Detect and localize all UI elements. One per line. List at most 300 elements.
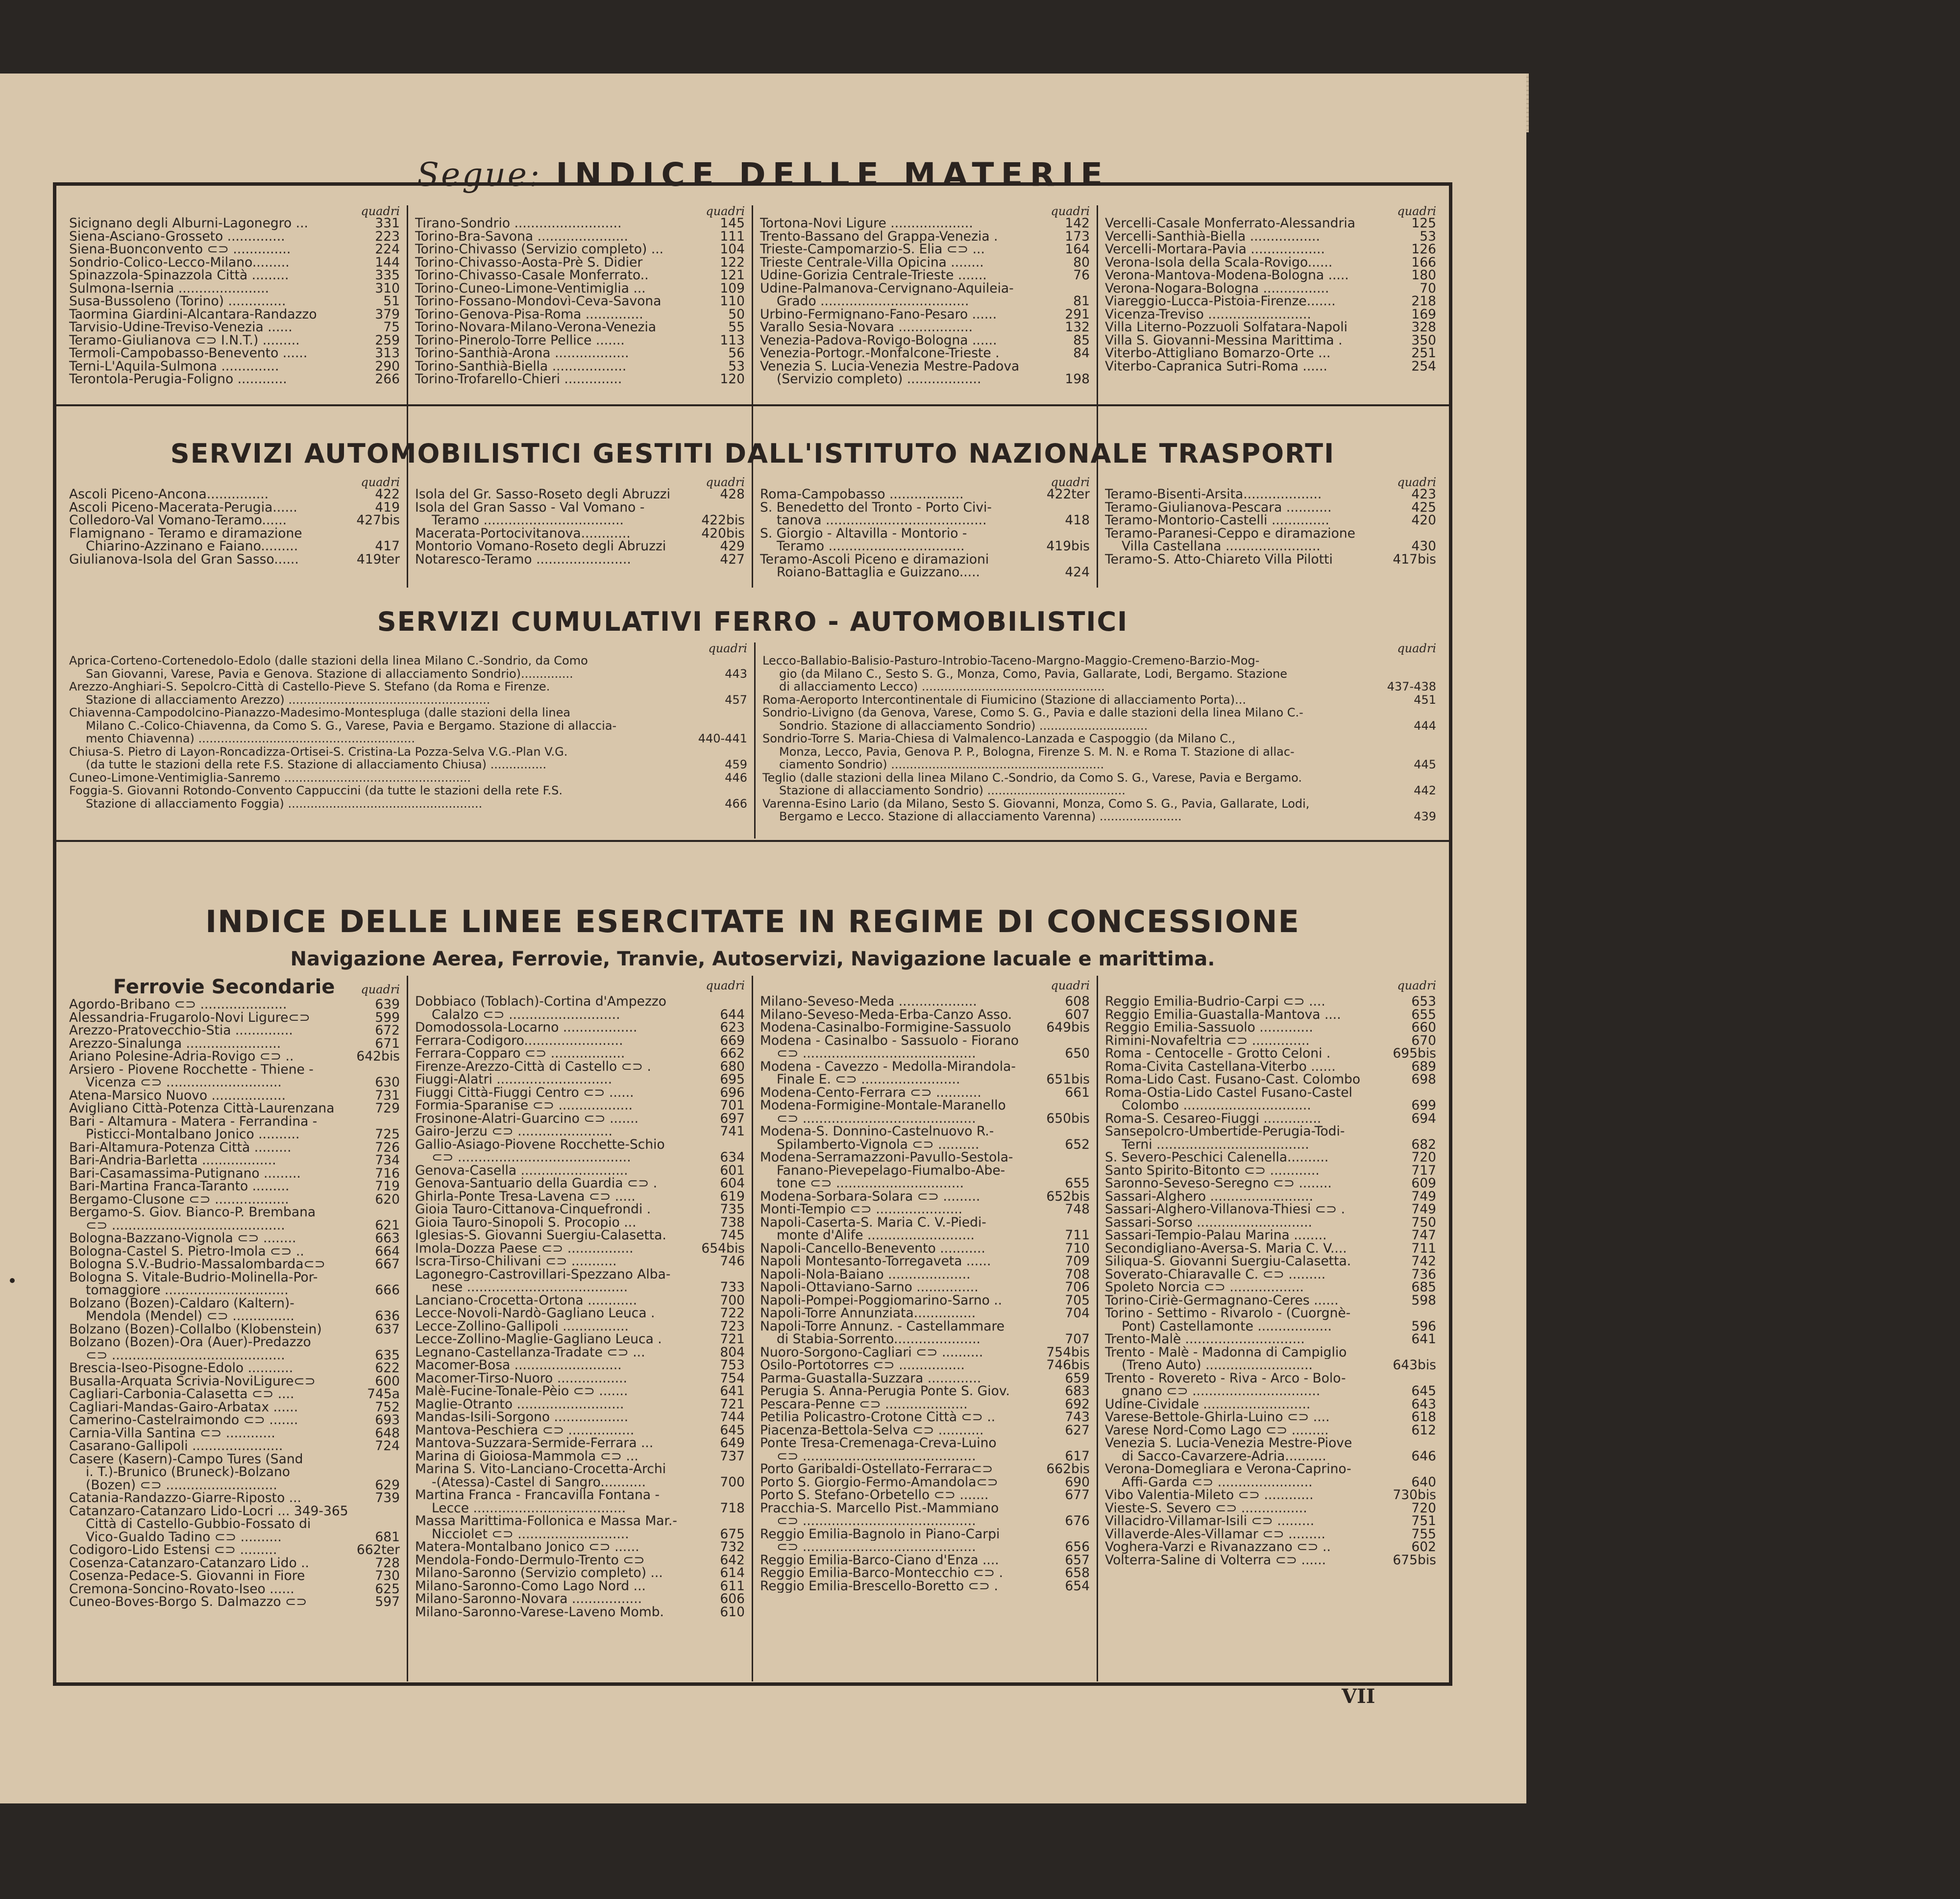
entry-table-number: 644 [720, 1007, 745, 1022]
entry-name: Bari-Altamura-Potenza Città ......... [69, 1141, 292, 1154]
entry-name: Frosinone-Alatri-Guarcino ⊂⊃ ....... [415, 1112, 639, 1125]
entry-table-number: 652bis [1046, 1188, 1090, 1204]
entry-table-number: 223 [375, 228, 400, 244]
entry-name: Genova-Santuario della Guardia ⊂⊃ . [415, 1177, 658, 1190]
entry-name: Verona-Mantova-Modena-Bologna ..... [1105, 269, 1349, 282]
entry-name: (da tutte le stazioni della rete F.S. Stazione di allacciamento Chiusa) ............... [86, 758, 547, 771]
entry-name: Trento-Malè ............................. [1105, 1333, 1305, 1346]
index-entry [69, 1271, 400, 1284]
entry-name: Teramo-Giulianova-Pescara ........... [1105, 501, 1332, 514]
entry-list [762, 654, 1436, 823]
entry-name: Teramo ................................. [777, 540, 965, 553]
index-entry [1105, 527, 1436, 541]
entry-table-number: 651bis [1046, 1072, 1090, 1087]
index-entry [762, 667, 1436, 681]
entry-table-number: 660 [1411, 1020, 1436, 1035]
entry-name: Roma-Civita Castellana-Viterbo ...... [1105, 1060, 1336, 1073]
entry-name: Udine-Palmanova-Cervignano-Aquileia- [760, 282, 1014, 295]
group-heading: Ferrovie Secondarie [113, 976, 335, 998]
cumulativi-columns [62, 642, 1443, 839]
entry-table-number: 649bis [1046, 1020, 1090, 1035]
entry-table-number: 738 [720, 1214, 745, 1230]
index-entry [415, 1567, 745, 1580]
entry-list [1105, 217, 1436, 373]
entry-name: Bolzano (Bozen)-Caldaro (Kaltern)- [69, 1297, 294, 1310]
index-entry [415, 1346, 745, 1359]
entry-table-number: 743 [1065, 1409, 1090, 1425]
index-entry [760, 1073, 1090, 1086]
entry-table-number: 654 [1065, 1578, 1090, 1594]
entry-name: Verona-Domegliara e Verona-Caprino- [1105, 1463, 1351, 1476]
entry-table-number: 695bis [1393, 1046, 1436, 1061]
entry-name: Malè-Fucine-Tonale-Pèio ⊂⊃ ....... [415, 1385, 628, 1398]
index-entry [69, 1440, 400, 1453]
entry-table-number: 746bis [1046, 1357, 1090, 1373]
index-entry [1105, 1372, 1436, 1385]
index-entry [1105, 295, 1436, 308]
entry-name: Torino-Chivasso-Aosta-Prè S. Didier [415, 256, 643, 269]
index-entry [415, 1489, 745, 1502]
entry-name: Sondrio. Stazione di allacciamento Sondrio) ............................. [779, 719, 1148, 732]
entry-name: Vercelli-Santhià-Biella ................. [1105, 230, 1320, 243]
entry-name: ⊂⊃ .......................................... [86, 1219, 285, 1232]
index-entry [69, 654, 747, 667]
entry-table-number: 331 [375, 216, 400, 231]
index-entry [415, 230, 745, 244]
entry-name: Sassari-Alghero ......................... [1105, 1190, 1314, 1203]
index-entry [415, 1463, 745, 1476]
entry-list [760, 217, 1090, 386]
index-entry [69, 1232, 400, 1245]
quadri-label: quadri [361, 983, 400, 996]
index-entry [415, 1320, 745, 1333]
index-entry [69, 269, 400, 282]
index-entry [69, 680, 747, 693]
entry-name: Marina S. Vito-Lanciano-Crocetta-Archi [415, 1463, 666, 1476]
index-entry [1105, 1255, 1436, 1268]
index-entry [415, 334, 745, 347]
entry-name: Codigoro-Lido Estensi ⊂⊃ ......... [69, 1544, 277, 1557]
entry-name: Roma-Campobasso .................. [760, 488, 964, 501]
index-entry [1105, 1281, 1436, 1294]
index-entry [69, 1167, 400, 1181]
entry-table-number: 459 [725, 758, 747, 771]
entry-name: Saronno-Seveso-Seregno ⊂⊃ ........ [1105, 1177, 1332, 1190]
entry-table-number: 640 [1411, 1474, 1436, 1490]
index-entry [760, 1372, 1090, 1385]
index-entry [760, 1489, 1090, 1502]
index-entry [415, 321, 745, 334]
entry-name: Aprica-Corteno-Cortenedolo-Edolo (dalle stazioni della linea Milano C.-Sondrio, da Como [69, 654, 588, 667]
entry-name: Colledoro-Val Vomano-Teramo...... [69, 514, 287, 527]
entry-name: Martina Franca - Francavilla Fontana - [415, 1489, 660, 1502]
index-entry [69, 667, 747, 681]
index-entry [760, 334, 1090, 347]
entry-table-number: 619 [720, 1188, 745, 1204]
entry-table-number: 610 [720, 1604, 745, 1620]
index-entry [1105, 1190, 1436, 1204]
entry-table-number: 111 [720, 228, 745, 244]
index-entry [1105, 308, 1436, 321]
index-entry [415, 256, 745, 270]
entry-name: Lanciano-Crocetta-Ortona ............ [415, 1294, 637, 1307]
index-entry [69, 347, 400, 360]
entry-table-number: 754bis [1046, 1344, 1090, 1360]
entry-table-number: 745 [720, 1228, 745, 1243]
index-entry [69, 1219, 400, 1233]
entry-name: Bolzano (Bozen)-Collalbo (Klobenstein) [69, 1323, 322, 1336]
index-entry [69, 1076, 400, 1089]
entry-name: Cuneo-Limone-Ventimiglia-Sanremo .................................................. [69, 771, 471, 784]
entry-table-number: 701 [720, 1098, 745, 1113]
index-entry [760, 1125, 1090, 1138]
index-entry [1105, 1476, 1436, 1489]
entry-table-number: 752 [375, 1399, 400, 1415]
entry-table-number: 652 [1065, 1136, 1090, 1152]
entry-table-number: 804 [720, 1344, 745, 1360]
entry-table-number: 707 [1065, 1332, 1090, 1347]
entry-name: Bari-Andria-Barletta .................. [69, 1154, 276, 1167]
index-entry [69, 553, 400, 567]
index-entry [760, 501, 1090, 515]
index-entry [760, 321, 1090, 334]
entry-name: Trento - Malè - Madonna di Campiglio [1105, 1346, 1347, 1359]
entry-name: Cosenza-Pedace-S. Giovanni in Fiore [69, 1570, 305, 1583]
entry-name: Roiano-Battaglia e Guizzano..... [777, 566, 980, 579]
entry-table-number: 666 [375, 1282, 400, 1298]
entry-name: Arezzo-Sinalunga ....................... [69, 1037, 281, 1050]
index-entry [760, 1476, 1090, 1489]
entry-name: Stazione di allacciamento Arezzo) ...................................................... [86, 693, 490, 706]
entry-table-number: 622 [375, 1360, 400, 1376]
entry-table-number: 437-438 [1387, 680, 1436, 693]
index-entry [415, 282, 745, 296]
entry-table-number: 602 [1411, 1539, 1436, 1554]
index-entry [69, 771, 747, 785]
entry-table-number: 224 [375, 242, 400, 257]
entry-name: Taormina Giardini-Alcantara-Randazzo [69, 308, 317, 321]
entry-name: i. T.)-Brunico (Bruneck)-Bolzano [86, 1466, 290, 1479]
index-entry [415, 295, 745, 308]
entry-table-number: 379 [375, 306, 400, 322]
entry-name: Finale E. ⊂⊃ ........................ [777, 1073, 960, 1086]
index-entry [1105, 553, 1436, 567]
section-title-concessione: INDICE DELLE LINEE ESERCITATE IN REGIME DI CONCESSIONE [205, 904, 1300, 939]
quadri-label: quadri [1051, 205, 1090, 218]
entry-table-number: 423 [1411, 487, 1436, 502]
int-col-3 [753, 476, 1098, 584]
entry-name: Urbino-Fermignano-Fano-Pesaro ...... [760, 308, 997, 321]
entry-table-number: 695 [720, 1072, 745, 1087]
index-entry [760, 360, 1090, 373]
entry-name: Sassari-Tempio-Palau Marina ........ [1105, 1229, 1327, 1242]
entry-table-number: 730 [375, 1568, 400, 1583]
entry-table-number: 662bis [1046, 1461, 1090, 1477]
index-entry [69, 1362, 400, 1375]
index-entry [69, 1011, 400, 1025]
entry-name: Pescara-Penne ⊂⊃ .................... [760, 1398, 968, 1411]
entry-name: Ferrara-Codigoro........................ [415, 1034, 623, 1047]
entry-table-number: 254 [1411, 358, 1436, 374]
entry-name: Mendola (Mendel) ⊂⊃ ............... [86, 1310, 294, 1323]
quadri-label: quadri [361, 476, 400, 489]
entry-table-number: 50 [728, 306, 745, 322]
index-entry [415, 1255, 745, 1268]
index-entry [1105, 1151, 1436, 1164]
entry-table-number: 85 [1073, 332, 1090, 348]
index-entry [69, 295, 400, 308]
entry-table-number: 310 [375, 280, 400, 296]
entry-table-number: 645 [720, 1422, 745, 1438]
entry-name: Roma-Lido Cast. Fusano-Cast. Colombo [1105, 1073, 1361, 1086]
entry-name: Avigliano Città-Potenza Città-Laurenzana [69, 1102, 335, 1115]
entry-name: Pisticci-Montalbano Jonico .......... [86, 1128, 300, 1141]
entry-table-number: 629 [375, 1477, 400, 1493]
entry-table-number: 718 [720, 1500, 745, 1516]
entry-name: Pracchia-S. Marcello Pist.-Mammiano [760, 1502, 999, 1515]
index-entry [69, 1349, 400, 1362]
entry-table-number: 677 [1065, 1487, 1090, 1503]
index-entry [1105, 1528, 1436, 1541]
entry-table-number: 643 [1411, 1396, 1436, 1412]
entry-list [415, 488, 745, 566]
index-entry [1105, 1073, 1436, 1086]
index-entry [415, 269, 745, 282]
entry-name: Agordo-Bribano ⊂⊃ ..................... [69, 998, 287, 1011]
entry-name: Teramo-Montorio-Castelli .............. [1105, 514, 1329, 527]
entry-table-number: 733 [720, 1280, 745, 1295]
index-entry [1105, 1021, 1436, 1035]
entry-table-number: 667 [375, 1257, 400, 1272]
index-entry [69, 1024, 400, 1037]
index-entry [762, 719, 1436, 733]
index-entry [762, 797, 1436, 811]
entry-name: Porto S. Giorgio-Fermo-Amandola⊂⊃ [760, 1476, 998, 1489]
entry-name: Ponte Tresa-Cremenaga-Creva-Luino [760, 1437, 997, 1450]
entry-table-number: 419bis [1046, 539, 1090, 554]
index-entry [760, 256, 1090, 270]
index-entry [415, 1073, 745, 1086]
entry-name: Cagliari-Mandas-Gairo-Arbatax ...... [69, 1401, 298, 1414]
index-entry [69, 373, 400, 386]
entry-table-number: 708 [1065, 1266, 1090, 1282]
entry-name: Terni ..................................... [1122, 1138, 1309, 1151]
entry-name: Cuneo-Boves-Borgo S. Dalmazzo ⊂⊃ [69, 1596, 307, 1609]
entry-name: Arezzo-Pratovecchio-Stia .............. [69, 1024, 293, 1037]
index-entry [760, 1437, 1090, 1450]
entry-table-number: 754 [720, 1370, 745, 1386]
entry-name: tomaggiore .............................. [86, 1284, 289, 1297]
entry-table-number: 266 [375, 371, 400, 387]
entry-table-number: 81 [1073, 294, 1090, 309]
index-entry [760, 1151, 1090, 1164]
index-entry [762, 680, 1436, 693]
entry-table-number: 56 [728, 345, 745, 361]
index-entry [760, 1385, 1090, 1398]
index-entry [69, 360, 400, 373]
entry-name: Isola del Gran Sasso - Val Vomano - [415, 501, 645, 514]
entry-name: S. Benedetto del Tronto - Porto Civi- [760, 501, 992, 514]
index-entry [415, 1333, 745, 1346]
entry-name: Reggio Emilia-Sassuolo ............. [1105, 1021, 1313, 1035]
index-entry [69, 998, 400, 1011]
entry-table-number: 180 [1411, 268, 1436, 283]
index-entry [415, 1593, 745, 1606]
index-entry [1105, 1398, 1436, 1411]
quadri-label: quadri [1397, 476, 1436, 489]
entry-name: Notaresco-Teramo ....................... [415, 553, 631, 566]
entry-name: Parma-Guastalla-Suzzara ............. [760, 1372, 981, 1385]
index-entry [760, 566, 1090, 579]
entry-name: Viterbo-Capranica Sutri-Roma ...... [1105, 360, 1327, 373]
entry-name: Varese Nord-Como Lago ⊂⊃ ......... [1105, 1424, 1329, 1437]
entry-name: Vercelli-Mortara-Pavia .................. [1105, 243, 1325, 256]
index-entry [415, 1009, 745, 1022]
entry-name: (Treno Auto) .......................... [1122, 1359, 1313, 1372]
entry-table-number: 422bis [701, 513, 745, 528]
entry-table-number: 642bis [356, 1049, 400, 1064]
index-entry [415, 360, 745, 373]
entry-name: Venezia-Padova-Rovigo-Bologna ...... [760, 334, 997, 347]
index-entry [69, 1531, 400, 1544]
entry-name: Trento - Rovereto - Riva - Arco - Bolo- [1105, 1372, 1346, 1385]
entry-name: Sassari-Alghero-Villanova-Thiesi ⊂⊃ . [1105, 1203, 1346, 1216]
index-entry [762, 810, 1436, 823]
entry-name: Mantova-Peschiera ⊂⊃ ................ [415, 1424, 635, 1437]
entry-table-number: 697 [720, 1110, 745, 1126]
index-entry [69, 1427, 400, 1440]
entry-name: Tarvisio-Udine-Treviso-Venezia ...... [69, 321, 293, 334]
entry-table-number: 53 [1420, 228, 1436, 244]
entry-table-number: 614 [720, 1565, 745, 1580]
entry-table-number: 736 [1411, 1266, 1436, 1282]
index-entry [1105, 230, 1436, 244]
entry-name: Teramo-S. Atto-Chiareto Villa Pilotti [1105, 553, 1333, 566]
entry-name: Torino-Trofarello-Chieri .............. [415, 373, 622, 386]
entry-name: Busalla-Arquata Scrivia-NoviLigure⊂⊃ [69, 1375, 316, 1388]
index-entry [760, 1398, 1090, 1411]
entry-name: Bergamo e Lecco. Stazione di allacciamento Varenna) ...................... [779, 810, 1182, 823]
index-entry [415, 514, 745, 527]
entry-name: Villaverde-Ales-Villamar ⊂⊃ ......... [1105, 1528, 1325, 1541]
index-entry [760, 1528, 1090, 1541]
entry-name: (Bozen) ⊂⊃ ........................... [86, 1479, 277, 1492]
index-entry [69, 308, 400, 321]
index-entry [760, 995, 1090, 1009]
entry-table-number: 70 [1420, 280, 1436, 296]
index-entry [760, 1203, 1090, 1216]
entry-name: Terontola-Perugia-Foligno ............ [69, 373, 287, 386]
entry-name: Bari-Martina Franca-Taranto ......... [69, 1180, 290, 1193]
entry-table-number: 430 [1411, 539, 1436, 554]
entry-name: Marina di Gioiosa-Mammola ⊂⊃ ... [415, 1450, 638, 1463]
index-entry [1105, 1320, 1436, 1333]
entry-name: Teglio (dalle stazioni della linea Milano C.-Sondrio, da Como S. G., Varese, Pavia e Bergamo. [762, 771, 1302, 784]
entry-table-number: 335 [375, 268, 400, 283]
entry-table-number: 290 [375, 358, 400, 374]
index-entry [69, 1180, 400, 1193]
index-entry [760, 1359, 1090, 1372]
index-entry [415, 1502, 745, 1515]
index-entry [69, 1115, 400, 1129]
entry-name: Foggia-S. Giovanni Rotondo-Convento Cappuccini (da tutte le stazioni della rete F.S. [69, 784, 563, 797]
entry-table-number: 705 [1065, 1292, 1090, 1308]
entry-table-number: 637 [375, 1321, 400, 1337]
index-entry [760, 1567, 1090, 1580]
entry-table-number: 446 [725, 770, 747, 785]
entry-name: Bari - Altamura - Matera - Ferrandina - [69, 1115, 318, 1128]
index-entry [415, 1112, 745, 1126]
entry-table-number: 663 [375, 1231, 400, 1246]
entry-table-number: 694 [1411, 1110, 1436, 1126]
entry-table-number: 109 [720, 280, 745, 296]
section-subtitle-concessione: Navigazione Aerea, Ferrovie, Tranvie, Autoservizi, Navigazione lacuale e marittima. [290, 948, 1215, 970]
index-entry [1105, 347, 1436, 360]
entry-name: Soverato-Chiaravalle C. ⊂⊃ ......... [1105, 1268, 1326, 1281]
index-entry [415, 1398, 745, 1411]
entry-list [1105, 995, 1436, 1567]
entry-name: Imola-Dozza Paese ⊂⊃ ................ [415, 1242, 634, 1255]
entry-table-number: 730bis [1393, 1487, 1436, 1503]
entry-table-number: 419ter [356, 551, 400, 567]
entry-name: Roma - Centocelle - Grotto Celoni . [1105, 1047, 1331, 1060]
entry-table-number: 735 [720, 1202, 745, 1217]
entry-table-number: 680 [720, 1059, 745, 1074]
entry-table-number: 55 [728, 320, 745, 335]
index-entry [1105, 1164, 1436, 1178]
entry-name: Reggio Emilia-Budrio-Carpi ⊂⊃ .... [1105, 995, 1325, 1009]
entry-name: Torino-Santhià-Arona .................. [415, 347, 629, 360]
entry-table-number: 76 [1073, 268, 1090, 283]
entry-table-number: 198 [1065, 371, 1090, 387]
con-col-2 [408, 976, 753, 1681]
entry-name: Bergamo-Clusone ⊂⊃ .................. [69, 1193, 289, 1206]
entry-name: Catania-Randazzo-Giarre-Riposto ... [69, 1492, 301, 1505]
entry-table-number: 420bis [701, 525, 745, 541]
index-entry [69, 1245, 400, 1258]
index-entry [69, 1297, 400, 1310]
index-entry [760, 1060, 1090, 1074]
index-entry [415, 1294, 745, 1307]
index-entry [1105, 1216, 1436, 1230]
entry-name: Varenna-Esino Lario (da Milano, Sesto S. Giovanni, Monza, Como S. G., Pavia, Gallarate, Lodi, [762, 797, 1310, 810]
index-entry [1105, 1177, 1436, 1190]
entry-name: Varallo Sesia-Novara .................. [760, 321, 973, 334]
entry-name: Lecco-Ballabio-Balisio-Pasturo-Introbio-Taceno-Margno-Maggio-Cremeno-Barzio-Mog- [762, 654, 1260, 667]
entry-name: Tirano-Sondrio .......................... [415, 217, 622, 230]
entry-name: Nicciolet ⊂⊃ ........................... [432, 1528, 629, 1541]
entry-table-number: 443 [725, 666, 747, 681]
entry-name: Udine-Gorizia Centrale-Trieste ....... [760, 269, 987, 282]
entry-name: Nuoro-Sorgono-Cagliari ⊂⊃ .......... [760, 1346, 983, 1359]
index-entry [415, 488, 745, 501]
index-entry [760, 1177, 1090, 1190]
entry-name: Napoli-Cancello-Benevento ........... [760, 1242, 985, 1255]
entry-table-number: 699 [1411, 1098, 1436, 1113]
index-entry [1105, 1554, 1436, 1567]
entry-name: Mandas-Isili-Sorgono .................. [415, 1411, 629, 1424]
index-entry [760, 1086, 1090, 1100]
index-entry [69, 1063, 400, 1077]
entry-table-number: 313 [375, 345, 400, 361]
entry-name: Napoli Montesanto-Torregaveta ...... [760, 1255, 991, 1268]
entry-table-number: 218 [1411, 294, 1436, 309]
entry-name: Montorio Vomano-Roseto degli Abruzzi [415, 540, 666, 553]
entry-name: Voghera-Varzi e Rivanazzano ⊂⊃ .. [1105, 1541, 1331, 1554]
index-entry [1105, 1346, 1436, 1359]
entry-name: Petilia Policastro-Crotone Città ⊂⊃ .. [760, 1411, 996, 1424]
int-col-4 [1098, 476, 1443, 584]
